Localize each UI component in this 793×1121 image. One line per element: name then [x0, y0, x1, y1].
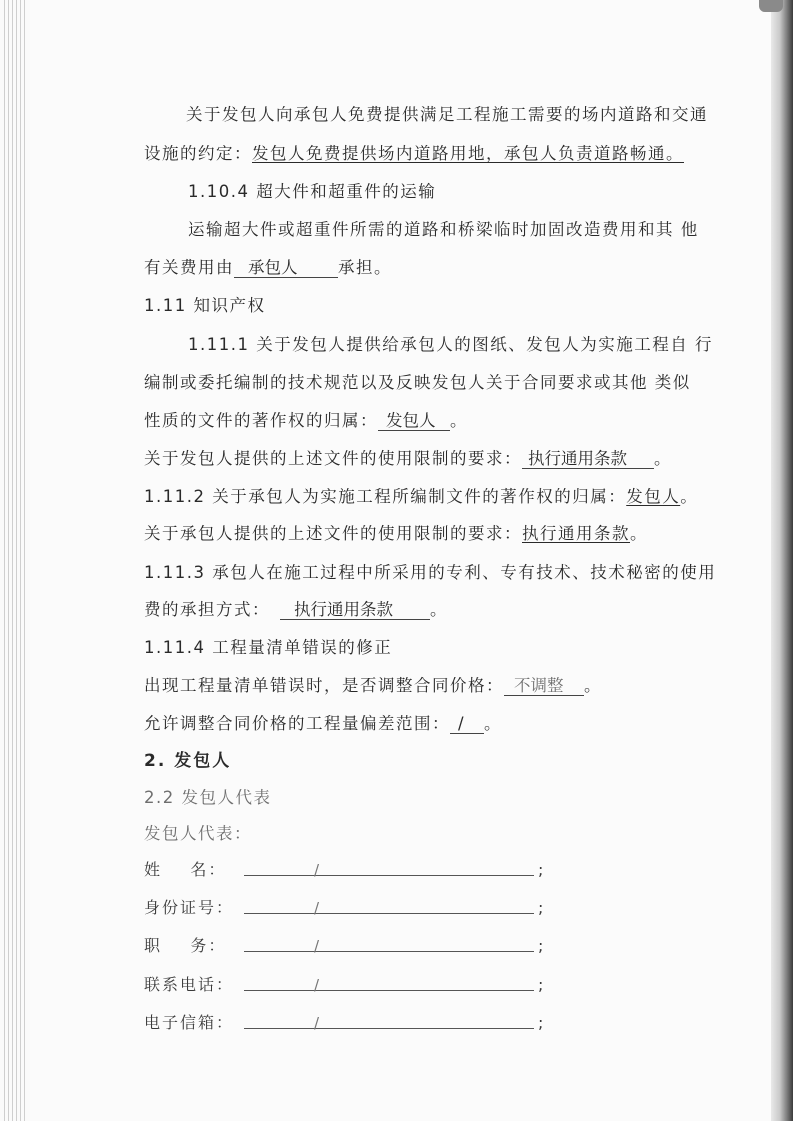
filled-value: 不调整	[504, 677, 584, 696]
text: 1.11.4 工程量清单错误的修正	[144, 638, 393, 657]
field-end: ;	[538, 898, 544, 917]
text: 编制或委托编制的技术规范以及反映发包人关于合同要求或其他 类似	[144, 373, 691, 392]
field-underline	[244, 951, 534, 952]
text: 性质的文件的著作权的归属：	[144, 411, 378, 430]
field-email	[144, 1011, 564, 1035]
text: 。	[484, 714, 502, 733]
text: 。	[450, 411, 468, 430]
filled-value: 承包人	[234, 259, 338, 278]
text: 有关费用由	[144, 258, 234, 277]
text: 费的承担方式：	[144, 600, 270, 619]
text: 运输超大件或超重件所需的道路和桥梁临时加固改造费用和其 他	[188, 220, 699, 239]
field-label: 职 务：	[144, 936, 227, 955]
text: 允许调整合同价格的工程量偏差范围：	[144, 714, 450, 733]
filled-value: 执行通用条款	[522, 524, 630, 543]
text: 设施的约定：	[144, 144, 252, 163]
field-end: ;	[538, 975, 544, 994]
scan-corner-mark	[759, 0, 783, 12]
text: 。	[630, 524, 648, 543]
filled-value: 发包人	[378, 412, 450, 431]
filled-value: 执行通用条款	[280, 601, 430, 620]
field-label: 联系电话：	[144, 975, 235, 994]
text: 。	[430, 600, 448, 619]
text: 。	[584, 676, 602, 695]
field-value: /	[314, 1014, 320, 1032]
text: 关于发包人提供的上述文件的使用限制的要求：	[144, 449, 522, 468]
text: 出现工程量清单错误时，是否调整合同价格：	[144, 676, 504, 695]
field-label: 电子信箱：	[144, 1013, 235, 1032]
field-end: ;	[538, 860, 544, 879]
text: 关于承包人提供的上述文件的使用限制的要求：	[144, 524, 522, 543]
text: 1.10.4 超大件和超重件的运输	[188, 182, 437, 201]
filled-value: 执行通用条款	[522, 450, 654, 469]
filled-value: 发包人	[626, 487, 681, 506]
scan-edge-lines	[0, 0, 40, 1121]
text: 关于发包人向承包人免费提供满足工程施工需要的场内道路和交通	[186, 105, 708, 124]
text: 承担。	[338, 258, 392, 277]
field-value: /	[314, 899, 320, 917]
field-value: /	[314, 976, 320, 994]
field-value: /	[314, 937, 320, 955]
field-label: 身份证号：	[144, 898, 235, 917]
field-end: ;	[538, 1013, 544, 1032]
field-underline	[244, 913, 534, 914]
text: 2.2 发包人代表	[144, 788, 272, 807]
field-phone	[144, 973, 564, 997]
text: 。	[654, 449, 672, 468]
text: 。	[680, 487, 699, 506]
text: 1.11 知识产权	[144, 296, 266, 315]
filled-value: /	[450, 715, 484, 734]
text: 1.11.3 承包人在施工过程中所采用的专利、专有技术、技术秘密的使用	[144, 563, 717, 582]
field-value: /	[314, 861, 320, 879]
text: 1.11.2 关于承包人为实施工程所编制文件的著作权的归属：	[144, 487, 627, 506]
text: 1.11.1 关于发包人提供给承包人的图纸、发包人为实施工程自 行	[188, 335, 713, 354]
field-underline	[244, 990, 534, 991]
field-underline	[244, 1028, 534, 1029]
filled-value: 发包人免费提供场内道路用地，承包人负责道路畅通。	[252, 144, 684, 163]
field-position	[144, 934, 564, 958]
scan-right-edge	[771, 0, 793, 1121]
text: 发包人代表：	[144, 824, 252, 843]
field-label: 姓 名：	[144, 860, 227, 879]
field-id-number	[144, 896, 564, 920]
field-underline	[244, 875, 534, 876]
text: 2. 发包人	[144, 751, 232, 771]
field-name	[144, 858, 564, 882]
field-end: ;	[538, 936, 544, 955]
